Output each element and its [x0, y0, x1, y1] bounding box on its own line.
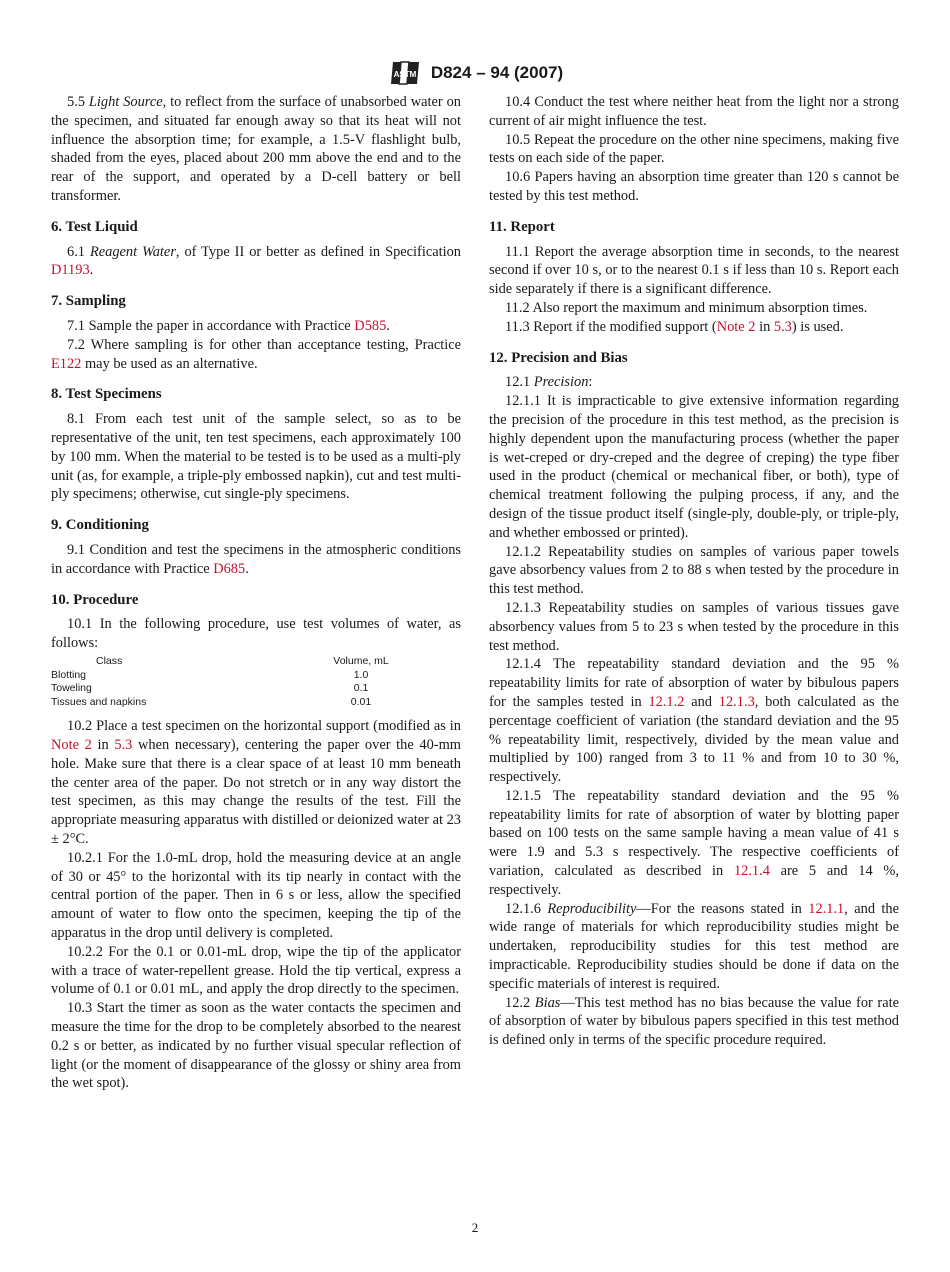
paragraph-11-3: 11.3 Report if the modified support (Note 2 in 5.3) is used.	[505, 318, 844, 335]
paragraph-10-4: 10.4 Conduct the test where neither heat from the light nor a strong current of air might influence the test.	[489, 94, 899, 129]
ref-5-3-link[interactable]: 5.3	[773, 318, 792, 335]
table-row	[51, 682, 461, 696]
table-cell-volume: 0.01	[350, 695, 372, 708]
ref-12-1-3-link[interactable]: 12.1.3	[718, 693, 755, 710]
column-header-volume: Volume, mL	[333, 654, 389, 667]
paragraph-7-2: 7.2 Where sampling is for other than acceptance testing, Practice E122 may be used as an alternative.	[51, 336, 461, 372]
ref-note-2-link[interactable]: Note 2	[716, 318, 756, 335]
column-header-class: Class	[96, 654, 123, 667]
ref-12-1-1-link[interactable]: 12.1.1	[808, 900, 845, 917]
heading-sampling: 7. Sampling	[51, 293, 126, 310]
ref-d1193-link[interactable]: D1193	[51, 262, 90, 279]
heading-procedure: 10. Procedure	[51, 591, 139, 608]
table-cell-volume: 0.1	[353, 682, 369, 695]
paragraph-12-1-3: 12.1.3 Repeatability studies on samples of various tissues gave absorbency values from 5 to 23 s when tested by the procedure in this test method.	[489, 599, 899, 654]
paragraph-5-5: 5.5 Light Source, to reflect from the surface of unabsorbed water on the specimen, and situated far enough away so that its heat will not influence the absorption time; for example, a 1.5-V flashlight bulb, shaded from the eyes, placed about 200 mm above the end and to the rear of the support, and operated by a D-cell battery or bell transformer.	[51, 94, 461, 204]
svg-text:ASTM: ASTM	[393, 70, 417, 79]
table-cell-class: Tissues and napkins	[51, 695, 147, 708]
paragraph-12-1-1: 12.1.1 It is impracticable to give extensive information regarding the precision of the procedure in this test method, as the precision is highly dependent upon the manufacturing process (whether the paper is wet-creped or dry-creped and the degree of creping) the type fiber used in the product (chemical or mechanical fiber, or both), type of chemical treatment following the pulping process, if any, and the design of the tissue product itself (single-ply, double-ply, or triple-ply, and whether embossed or printed).	[489, 393, 899, 541]
paragraph-9-1: 9.1 Condition and test the specimens in the atmospheric conditions in accordance with Practice D685.	[51, 541, 461, 577]
ref-12-1-4-link[interactable]: 12.1.4	[733, 863, 770, 880]
table-header-row	[51, 655, 461, 669]
paragraph-10-2: 10.2 Place a test specimen on the horizontal support (modified as in Note 2 in 5.3 when necessary), centering the paper over the 40-mm hole. Make sure that there is a clear space of at least 10 mm beneath the center area of the paper. Do not stretch or in any way distort the test specimen, as this may change the results of the test. Fill the appropriate measuring apparatus with distilled or deionized water at 23 ± 2°C.	[51, 718, 461, 848]
heading-report: 11. Report	[489, 218, 555, 235]
heading-precision-and-bias: 12. Precision and Bias	[489, 349, 628, 366]
paragraph-10-6: 10.6 Papers having an absorption time greater than 120 s cannot be tested by this test method.	[489, 169, 899, 204]
ref-12-1-2-link[interactable]: 12.1.2	[648, 693, 685, 710]
document-id: D824 – 94 (2007)	[430, 63, 564, 82]
ref-5-3-link[interactable]: 5.3	[114, 737, 133, 754]
paragraph-11-2: 11.2 Also report the maximum and minimum absorption times.	[505, 299, 868, 316]
ref-d685-link[interactable]: D685	[213, 560, 246, 577]
paragraph-12-1-4: 12.1.4 The repeatability standard deviation and the 95 % repeatability limits for rate of absorption of water by bibulous papers for the samples tested in 12.1.2 and 12.1.3, both calculated as the percentage coefficient of variation (the standard deviation and the 95 % repeatability limit, respectively, divided by the mean value and multiplied by 100) ranged from 3 to 11 % and from 10 to 30 %, respectively.	[489, 656, 899, 786]
paragraph-12-1-6: 12.1.6 Reproducibility—For the reasons stated in 12.1.1, and the wide range of materials for which reproducibility studies might be undertaken, reproducibility studies for this test method are impracticable. Reproducibility studies should be done if data on the specific materials of interest is required.	[489, 900, 899, 992]
astm-logo-icon	[387, 58, 423, 88]
paragraph-6-1: 6.1 Reagent Water, of Type II or better as defined in Specification D1193.	[51, 243, 461, 279]
page-number: 2	[471, 1220, 479, 1235]
paragraph-10-5: 10.5 Repeat the procedure on the other nine specimens, making five tests on each side of the paper.	[489, 131, 899, 167]
ref-e122-link[interactable]: E122	[51, 355, 82, 372]
table-cell-class: Blotting	[51, 668, 87, 681]
paragraph-11-1: 11.1 Report the average absorption time in seconds, to the nearest second if over 10 s, or to the nearest 0.1 s if less than 10 s. Report each side separately if there is a significant difference.	[489, 243, 899, 298]
table-cell-volume: 1.0	[353, 668, 369, 681]
paragraph-12-1: 12.1 Precision:	[505, 374, 593, 391]
ref-d585-link[interactable]: D585	[354, 317, 387, 334]
heading-conditioning: 9. Conditioning	[51, 517, 149, 534]
volume-table	[51, 655, 461, 709]
table-row	[51, 696, 461, 710]
paragraph-8-1: 8.1 From each test unit of the sample select, so as to be representative of the unit, ten test specimens, each approximately 100 by 100 mm. When the material to be tested is to be used as a multi-ply unit (as, for example, a triple-ply embossed napkin), cut and test multi-ply specimens; otherwise, cut single-ply specimens.	[51, 411, 461, 503]
paragraph-10-1: 10.1 In the following procedure, use test volumes of water, as follows:	[51, 616, 461, 652]
paragraph-12-1-2: 12.1.2 Repeatability studies on samples of various paper towels gave absorbency values from 2 to 88 s when tested by the procedure in this test method.	[489, 543, 899, 598]
ref-note-2-link[interactable]: Note 2	[51, 737, 92, 754]
heading-test-specimens: 8. Test Specimens	[51, 386, 162, 403]
paragraph-10-2-2: 10.2.2 For the 0.1 or 0.01-mL drop, wipe the tip of the applicator with a trace of water-repellent grease. Hold the tip vertical, express a volume of 0.1 or 0.01 mL, and apply the drop directly to the specimen.	[51, 943, 461, 998]
left-column	[51, 93, 461, 1093]
table-row	[51, 669, 461, 683]
page-header	[0, 58, 950, 93]
paragraph-7-1: 7.1 Sample the paper in accordance with Practice D585.	[67, 317, 390, 334]
paragraph-12-2: 12.2 Bias—This test method has no bias because the value for rate of absorption of water by bibulous papers specified in this test method is defined only in terms of the specific procedure required.	[489, 994, 899, 1049]
paragraph-10-2-1: 10.2.1 For the 1.0-mL drop, hold the measuring device at an angle of 30 or 45° to the horizontal with its tip nearly in contact with the central portion of the paper. Then in 6 s or less, allow the specified amount of water to flow onto the specimen, keeping the tip of the apparatus in the drop until delivery is completed.	[51, 849, 461, 942]
table-cell-class: Toweling	[51, 682, 92, 695]
heading-test-liquid: 6. Test Liquid	[51, 218, 138, 235]
right-column	[489, 93, 899, 1050]
paragraph-12-1-5: 12.1.5 The repeatability standard deviation and the 95 % repeatability limits for rate of absorption of water by blotting paper based on 100 tests on the same sample having a mean value of 41 s were 1.9 and 5.3 s respectively. The respective coefficients of variation, calculated as described in 12.1.4 are 5 and 14 %, respectively.	[489, 787, 899, 898]
paragraph-10-3: 10.3 Start the timer as soon as the water contacts the specimen and measure the time for the drop to be completely absorbed to the nearest 0.2 s or better, as indicated by no further visual specular reflection of light (or the moment of disappearance of the glossy or shiny area from the wet spot).	[51, 1000, 461, 1092]
